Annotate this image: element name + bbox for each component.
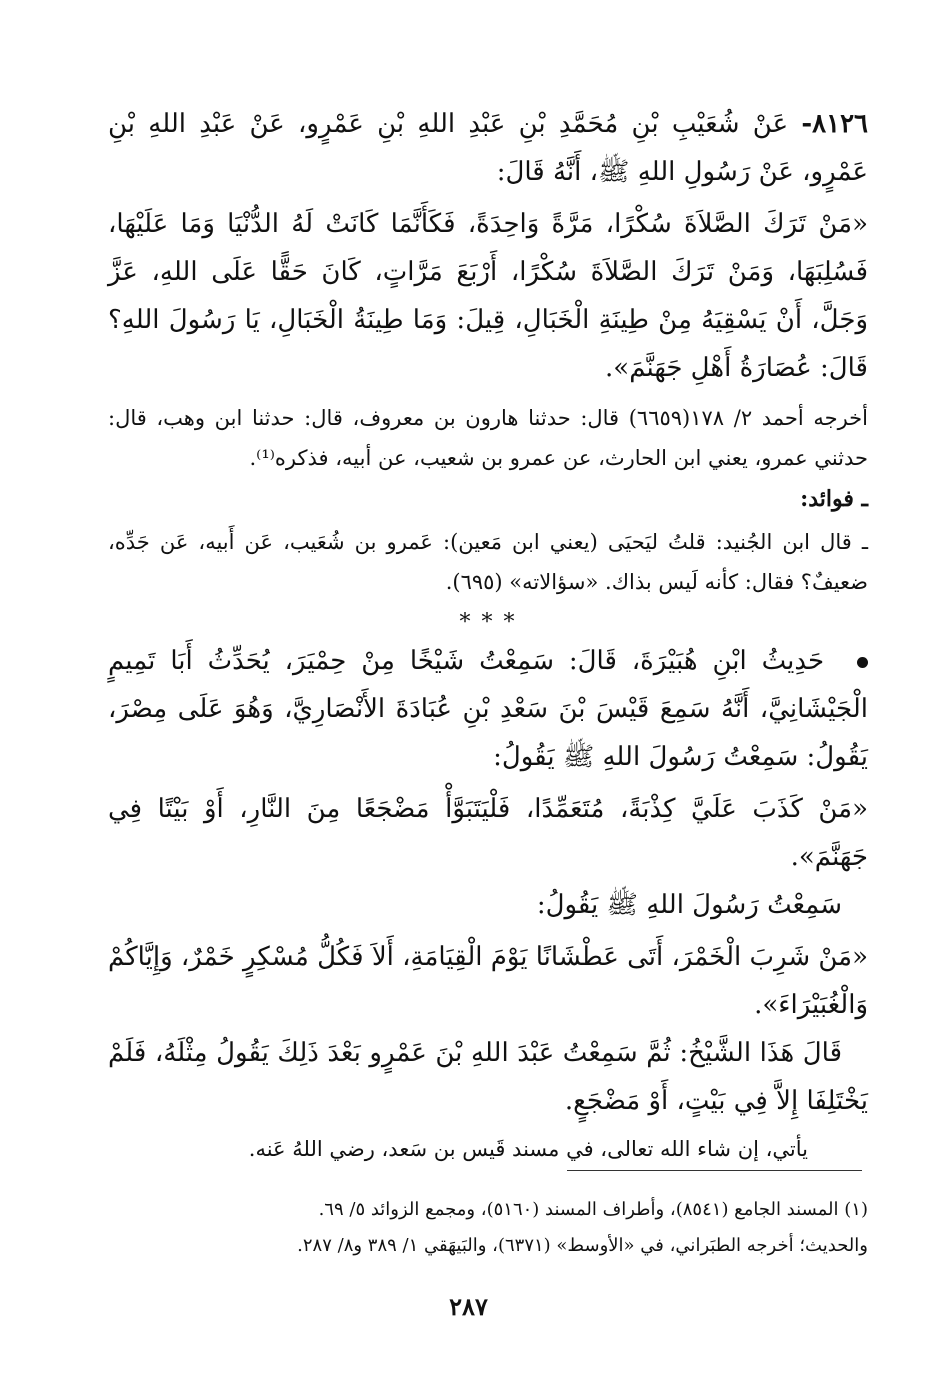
page-body (108, 100, 868, 1169)
bullet-icon (857, 657, 868, 668)
hadith-8126-matn: «مَنْ تَرَكَ الصَّلاَةَ سُكْرًا، مَرَّةً وَاحِدَةً، فَكَأَنَّمَا كَانَتْ لَهُ الدُّنْيَا وَمَا عَلَيْهَا، فَسُلِبَهَا، وَمَنْ تَرَكَ الصَّلاَةَ سُكْرًا، أَرْبَعَ مَرَّاتٍ، كَانَ حَقًّا عَلَى اللهِ، عَزَّ وَجَلَّ، أَنْ يَسْقِيَهُ مِنْ طِينَةِ الْخَبَالِ، قِيلَ: وَمَا طِينَةُ الْخَبَالِ، يَا رَسُولَ اللهِ؟ قَالَ: عُصَارَةُ أَهْلِ جَهَنَّمَ». (108, 209, 868, 383)
footnotes (170, 1192, 868, 1264)
ibn-hubayra-quote-2: «مَنْ شَرِبَ الْخَمْرَ، أَتَى عَطْشَانًا يَوْمَ الْقِيَامَةِ، أَلاَ فَكُلُّ مُسْكِرٍ خَمْرٌ، وَإِيَّاكُمْ وَالْغُبَيْرَاءَ». (108, 942, 868, 1020)
fawaid-text: ـ قال ابن الجُنيد: قلتُ ليَحيَى (يعني ابن مَعين): عَمرو بن شُعَيب، عَن أَبيه، عَن جَدِّه، ضعيفٌ؟ فقال: كأنه لَيس بذاك. «سؤالاته» (٦٩٥). (108, 530, 868, 594)
footnote-1: (١) المسند الجامع (٨٥٤١)، وأطراف المسند (٥١٦٠)، ومجمع الزوائد ٥/ ٦٩. (318, 1199, 868, 1220)
hadith-8126-isnad (108, 100, 868, 196)
isnad-text: عَنْ شُعَيْبِ بْنِ مُحَمَّدِ بْنِ عَبْدِ اللهِ بْنِ عَمْرٍو، عَنْ عَبْدِ اللهِ بْنِ عَمْرٍو، عَنْ رَسُولِ اللهِ ﷺ، أَنَّهُ قَالَ: (108, 109, 868, 187)
ibn-hubayra-quote-1: «مَنْ كَذَبَ عَلَيَّ كِذْبَةً، مُتَعَمِّدًا، فَلْيَتَبَوَّأْ مَضْجَعًا مِنَ النَّارِ، أَوْ بَيْتًا فِي جَهَنَّمَ». (108, 794, 868, 872)
fawaid-heading: ـ فوائد: (800, 486, 868, 512)
ibn-hubayra-note: يأتي، إن شاء الله تعالى، في مسند قَيس بن سَعد، رضي اللهُ عَنه. (248, 1137, 808, 1161)
footnote-2: والحديث؛ أخرجه الطبَراني، في «الأوسط» (٦٣٧١)، والبَيهَقي ١/ ٣٨٩ و٨/ ٢٨٧. (297, 1235, 868, 1256)
footnote-divider (567, 1170, 862, 1171)
section-separator: * * * (459, 610, 517, 635)
ibn-hubayra-closing: قَالَ هَذَا الشَّيْخُ: ثُمَّ سَمِعْتُ عَبْدَ اللهِ بْنَ عَمْرٍو بَعْدَ ذَلِكَ يَقُولُ مِثْلَهُ، فَلَمْ يَخْتَلِفَا إِلاَّ فِي بَيْتٍ، أَوْ مَضْجَعٍ. (108, 1038, 868, 1116)
hadith-8126-source: أخرجه أحمد ٢/ ١٧٨(٦٦٥٩) قال: حدثنا هارون بن معروف، قال: حدثنا ابن وهب، قال: حدثني عمرو، يعني ابن الحارث، عن عمرو بن شعيب، عن أبيه، فذكره⁽¹⁾. (108, 406, 868, 470)
hadith-number: ٨١٢٦- (801, 109, 869, 139)
ibn-hubayra-line-2: سَمِعْتُ رَسُولَ اللهِ ﷺ يَقُولُ: (536, 890, 842, 920)
ibn-hubayra-intro (108, 637, 868, 781)
page-number: ٢٨٧ (449, 1292, 488, 1321)
ibn-hubayra-intro-text: حَدِيثُ ابْنِ هُبَيْرَةَ، قَالَ: سَمِعْتُ شَيْخًا مِنْ حِمْيَرَ، يُحَدِّثُ أَبَا تَمِيمٍ الْجَيْشَانِيَّ، أَنَّهُ سَمِعَ قَيْسَ بْنَ سَعْدِ بْنِ عُبَادَةَ الأَنْصَارِيَّ، وَهُوَ عَلَى مِصْرَ، يَقُولُ: سَمِعْتُ رَسُولَ اللهِ ﷺ يَقُولُ: (108, 646, 868, 772)
